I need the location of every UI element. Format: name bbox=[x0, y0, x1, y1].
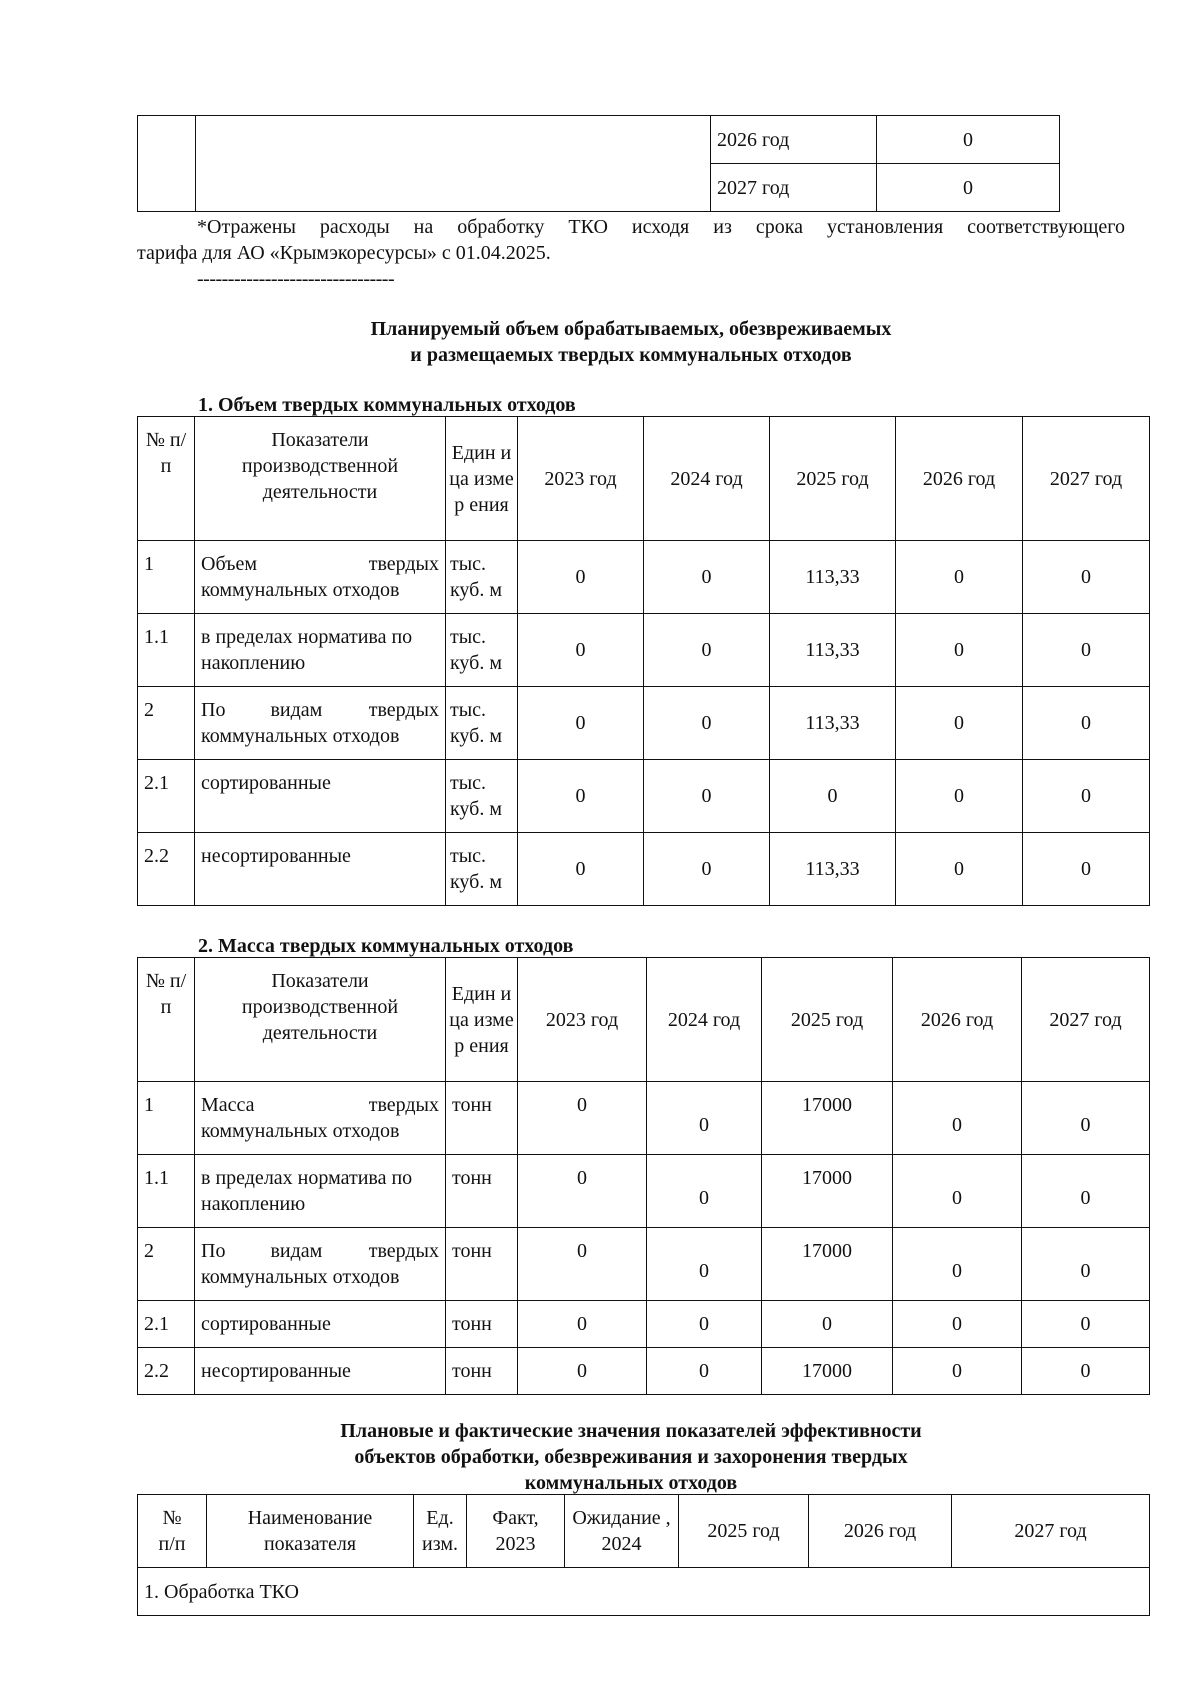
section-2-title bbox=[137, 1418, 1125, 1496]
top-table bbox=[137, 115, 1060, 212]
row-name-part: коммунальных отходов bbox=[201, 725, 400, 747]
row-name-part: твердых bbox=[368, 1240, 439, 1262]
top-table-empty-num bbox=[138, 116, 196, 212]
footnote-line-2: тарифа для АО «Крымэкоресурсы» с 01.04.2025. bbox=[137, 242, 551, 264]
row-value: 0 bbox=[518, 614, 644, 687]
table-row bbox=[138, 1568, 1150, 1616]
row-value: 0 bbox=[893, 1082, 1022, 1155]
row-value: 0 bbox=[647, 1082, 762, 1155]
row-num: 2 bbox=[138, 1228, 195, 1301]
row-num: 2.2 bbox=[138, 833, 195, 906]
header-unit: Един ица измер ения bbox=[446, 417, 518, 541]
header-num: № п/п bbox=[138, 958, 195, 1082]
row-name-part: в пределах норматива по bbox=[201, 626, 413, 648]
footnote bbox=[137, 214, 1125, 292]
top-table-empty-name bbox=[196, 116, 711, 212]
row-value: 0 bbox=[770, 760, 896, 833]
top-table-value: 0 bbox=[877, 116, 1060, 164]
row-value: 0 bbox=[1023, 541, 1150, 614]
row-num: 1.1 bbox=[138, 1155, 195, 1228]
row-name-part: коммунальных отходов bbox=[201, 1266, 400, 1288]
section-1-title-line-2: и размещаемых твердых коммунальных отходов bbox=[410, 344, 852, 366]
row-name: сортированные bbox=[195, 760, 446, 833]
row-name-part: твердых bbox=[368, 553, 439, 575]
row-num: 1.1 bbox=[138, 614, 195, 687]
perf-header-2027: 2027 год bbox=[952, 1495, 1150, 1568]
table-row bbox=[138, 541, 1150, 614]
row-name bbox=[195, 1155, 446, 1228]
perf-header-unit: Ед. изм. bbox=[414, 1495, 467, 1568]
header-2026: 2026 год bbox=[896, 417, 1023, 541]
row-value: 0 bbox=[647, 1155, 762, 1228]
row-value: 0 bbox=[518, 1082, 647, 1155]
row-value: 0 bbox=[644, 687, 770, 760]
row-value: 0 bbox=[1023, 833, 1150, 906]
row-num: 1 bbox=[138, 541, 195, 614]
row-value: 0 bbox=[893, 1301, 1022, 1348]
table-row bbox=[138, 1155, 1150, 1228]
top-table-year: 2027 год bbox=[711, 164, 877, 212]
section-1-title-line-1: Планируемый объем обрабатываемых, обезвреживаемых bbox=[370, 318, 892, 340]
row-unit: тонн bbox=[446, 1301, 518, 1348]
row-value: 0 bbox=[644, 833, 770, 906]
header-num: № п/п bbox=[138, 417, 195, 541]
row-name-part: По видам bbox=[201, 1240, 323, 1262]
row-value: 0 bbox=[647, 1348, 762, 1395]
table-row bbox=[138, 1348, 1150, 1395]
row-num: 2 bbox=[138, 687, 195, 760]
header-2027: 2027 год bbox=[1022, 958, 1150, 1082]
row-value: 0 bbox=[893, 1228, 1022, 1301]
table-row bbox=[138, 833, 1150, 906]
row-num: 2.1 bbox=[138, 1301, 195, 1348]
row-value: 0 bbox=[647, 1228, 762, 1301]
header-2024: 2024 год bbox=[644, 417, 770, 541]
row-num: 2.2 bbox=[138, 1348, 195, 1395]
performance-table bbox=[137, 1494, 1150, 1616]
table-row bbox=[138, 1082, 1150, 1155]
row-value: 0 bbox=[1023, 614, 1150, 687]
row-value: 0 bbox=[1022, 1082, 1150, 1155]
row-value: 0 bbox=[893, 1155, 1022, 1228]
row-value: 0 bbox=[518, 1348, 647, 1395]
row-name-part: По видам bbox=[201, 699, 323, 721]
header-indicator: Показатели производственной деятельности bbox=[195, 958, 446, 1082]
table-row bbox=[138, 1228, 1150, 1301]
perf-section-row: 1. Обработка ТКО bbox=[138, 1568, 1150, 1616]
row-name bbox=[195, 687, 446, 760]
row-name-part: Масса bbox=[201, 1094, 255, 1116]
row-num: 1 bbox=[138, 1082, 195, 1155]
row-value: 0 bbox=[644, 614, 770, 687]
row-unit: тонн bbox=[446, 1082, 518, 1155]
header-2023: 2023 год bbox=[518, 417, 644, 541]
top-table-year: 2026 год bbox=[711, 116, 877, 164]
row-unit: тыс. куб. м bbox=[446, 833, 518, 906]
row-value: 17000 bbox=[762, 1082, 893, 1155]
mass-table-caption: 2. Масса твердых коммунальных отходов bbox=[198, 935, 574, 957]
row-value: 0 bbox=[518, 1301, 647, 1348]
header-2023: 2023 год bbox=[518, 958, 647, 1082]
row-num: 2.1 bbox=[138, 760, 195, 833]
row-value: 0 bbox=[518, 1228, 647, 1301]
header-2026: 2026 год bbox=[893, 958, 1022, 1082]
row-value: 0 bbox=[644, 760, 770, 833]
row-value: 0 bbox=[518, 687, 644, 760]
row-value: 0 bbox=[1022, 1301, 1150, 1348]
row-value: 0 bbox=[1022, 1348, 1150, 1395]
row-value: 0 bbox=[893, 1348, 1022, 1395]
row-unit: тонн bbox=[446, 1155, 518, 1228]
table-row bbox=[138, 760, 1150, 833]
row-value: 0 bbox=[896, 614, 1023, 687]
row-name-part: накоплению bbox=[201, 652, 306, 674]
row-unit: тыс. куб. м bbox=[446, 760, 518, 833]
row-value: 0 bbox=[896, 833, 1023, 906]
row-value: 113,33 bbox=[770, 541, 896, 614]
row-value: 0 bbox=[1023, 760, 1150, 833]
row-value: 0 bbox=[518, 1155, 647, 1228]
row-name-part: твердых bbox=[368, 699, 439, 721]
row-name bbox=[195, 1228, 446, 1301]
header-2025: 2025 год bbox=[762, 958, 893, 1082]
row-name: сортированные bbox=[195, 1301, 446, 1348]
row-value: 113,33 bbox=[770, 614, 896, 687]
volume-table-caption: 1. Объем твердых коммунальных отходов bbox=[198, 394, 576, 416]
mass-table bbox=[137, 957, 1150, 1395]
perf-header-num: № п/п bbox=[138, 1495, 207, 1568]
header-2025: 2025 год bbox=[770, 417, 896, 541]
header-unit: Един ица измер ения bbox=[446, 958, 518, 1082]
row-name bbox=[195, 541, 446, 614]
row-value: 0 bbox=[1022, 1155, 1150, 1228]
row-name-part: Объем bbox=[201, 553, 257, 575]
perf-header-2026: 2026 год bbox=[809, 1495, 952, 1568]
row-name bbox=[195, 614, 446, 687]
row-name-part: твердых bbox=[368, 1094, 439, 1116]
row-value: 0 bbox=[518, 833, 644, 906]
row-unit: тонн bbox=[446, 1348, 518, 1395]
row-name-part: коммунальных отходов bbox=[201, 579, 400, 601]
row-value: 0 bbox=[1023, 687, 1150, 760]
header-2024: 2024 год bbox=[647, 958, 762, 1082]
row-unit: тыс. куб. м bbox=[446, 614, 518, 687]
row-name-part: коммунальных отходов bbox=[201, 1120, 400, 1142]
row-unit: тонн bbox=[446, 1228, 518, 1301]
section-2-title-line-1: Плановые и фактические значения показателей эффективности bbox=[340, 1420, 922, 1442]
row-value: 0 bbox=[647, 1301, 762, 1348]
footnote-line-1: *Отражены расходы на обработку ТКО исходя из срока установления соответствующего bbox=[197, 216, 1125, 238]
perf-header-2025: 2025 год bbox=[679, 1495, 809, 1568]
perf-header-fact: Факт, 2023 bbox=[467, 1495, 565, 1568]
row-value: 0 bbox=[644, 541, 770, 614]
section-1-title bbox=[137, 316, 1125, 368]
row-value: 0 bbox=[518, 541, 644, 614]
row-value: 17000 bbox=[762, 1228, 893, 1301]
section-2-title-line-3: коммунальных отходов bbox=[524, 1472, 738, 1494]
row-value: 0 bbox=[518, 760, 644, 833]
table-row bbox=[138, 614, 1150, 687]
row-name: несортированные bbox=[195, 833, 446, 906]
row-name bbox=[195, 1082, 446, 1155]
footnote-dashes: -------------------------------- bbox=[197, 268, 395, 290]
top-table-value: 0 bbox=[877, 164, 1060, 212]
row-value: 0 bbox=[1022, 1228, 1150, 1301]
perf-header-name: Наименование показателя bbox=[207, 1495, 414, 1568]
row-name-part: накоплению bbox=[201, 1193, 306, 1215]
row-value: 0 bbox=[896, 541, 1023, 614]
table-row bbox=[138, 687, 1150, 760]
table-row bbox=[138, 1301, 1150, 1348]
row-value: 113,33 bbox=[770, 833, 896, 906]
row-unit: тыс. куб. м bbox=[446, 541, 518, 614]
row-name: несортированные bbox=[195, 1348, 446, 1395]
perf-header-expect: Ожидание , 2024 bbox=[565, 1495, 679, 1568]
row-value: 17000 bbox=[762, 1155, 893, 1228]
row-value: 113,33 bbox=[770, 687, 896, 760]
header-2027: 2027 год bbox=[1023, 417, 1150, 541]
header-indicator: Показатели производственной деятельности bbox=[195, 417, 446, 541]
row-value: 0 bbox=[896, 687, 1023, 760]
row-unit: тыс. куб. м bbox=[446, 687, 518, 760]
row-value: 0 bbox=[762, 1301, 893, 1348]
row-name-part: в пределах норматива по bbox=[201, 1167, 413, 1189]
section-2-title-line-2: объектов обработки, обезвреживания и захоронения твердых bbox=[354, 1446, 908, 1468]
row-value: 0 bbox=[896, 760, 1023, 833]
row-value: 17000 bbox=[762, 1348, 893, 1395]
volume-table bbox=[137, 416, 1150, 906]
